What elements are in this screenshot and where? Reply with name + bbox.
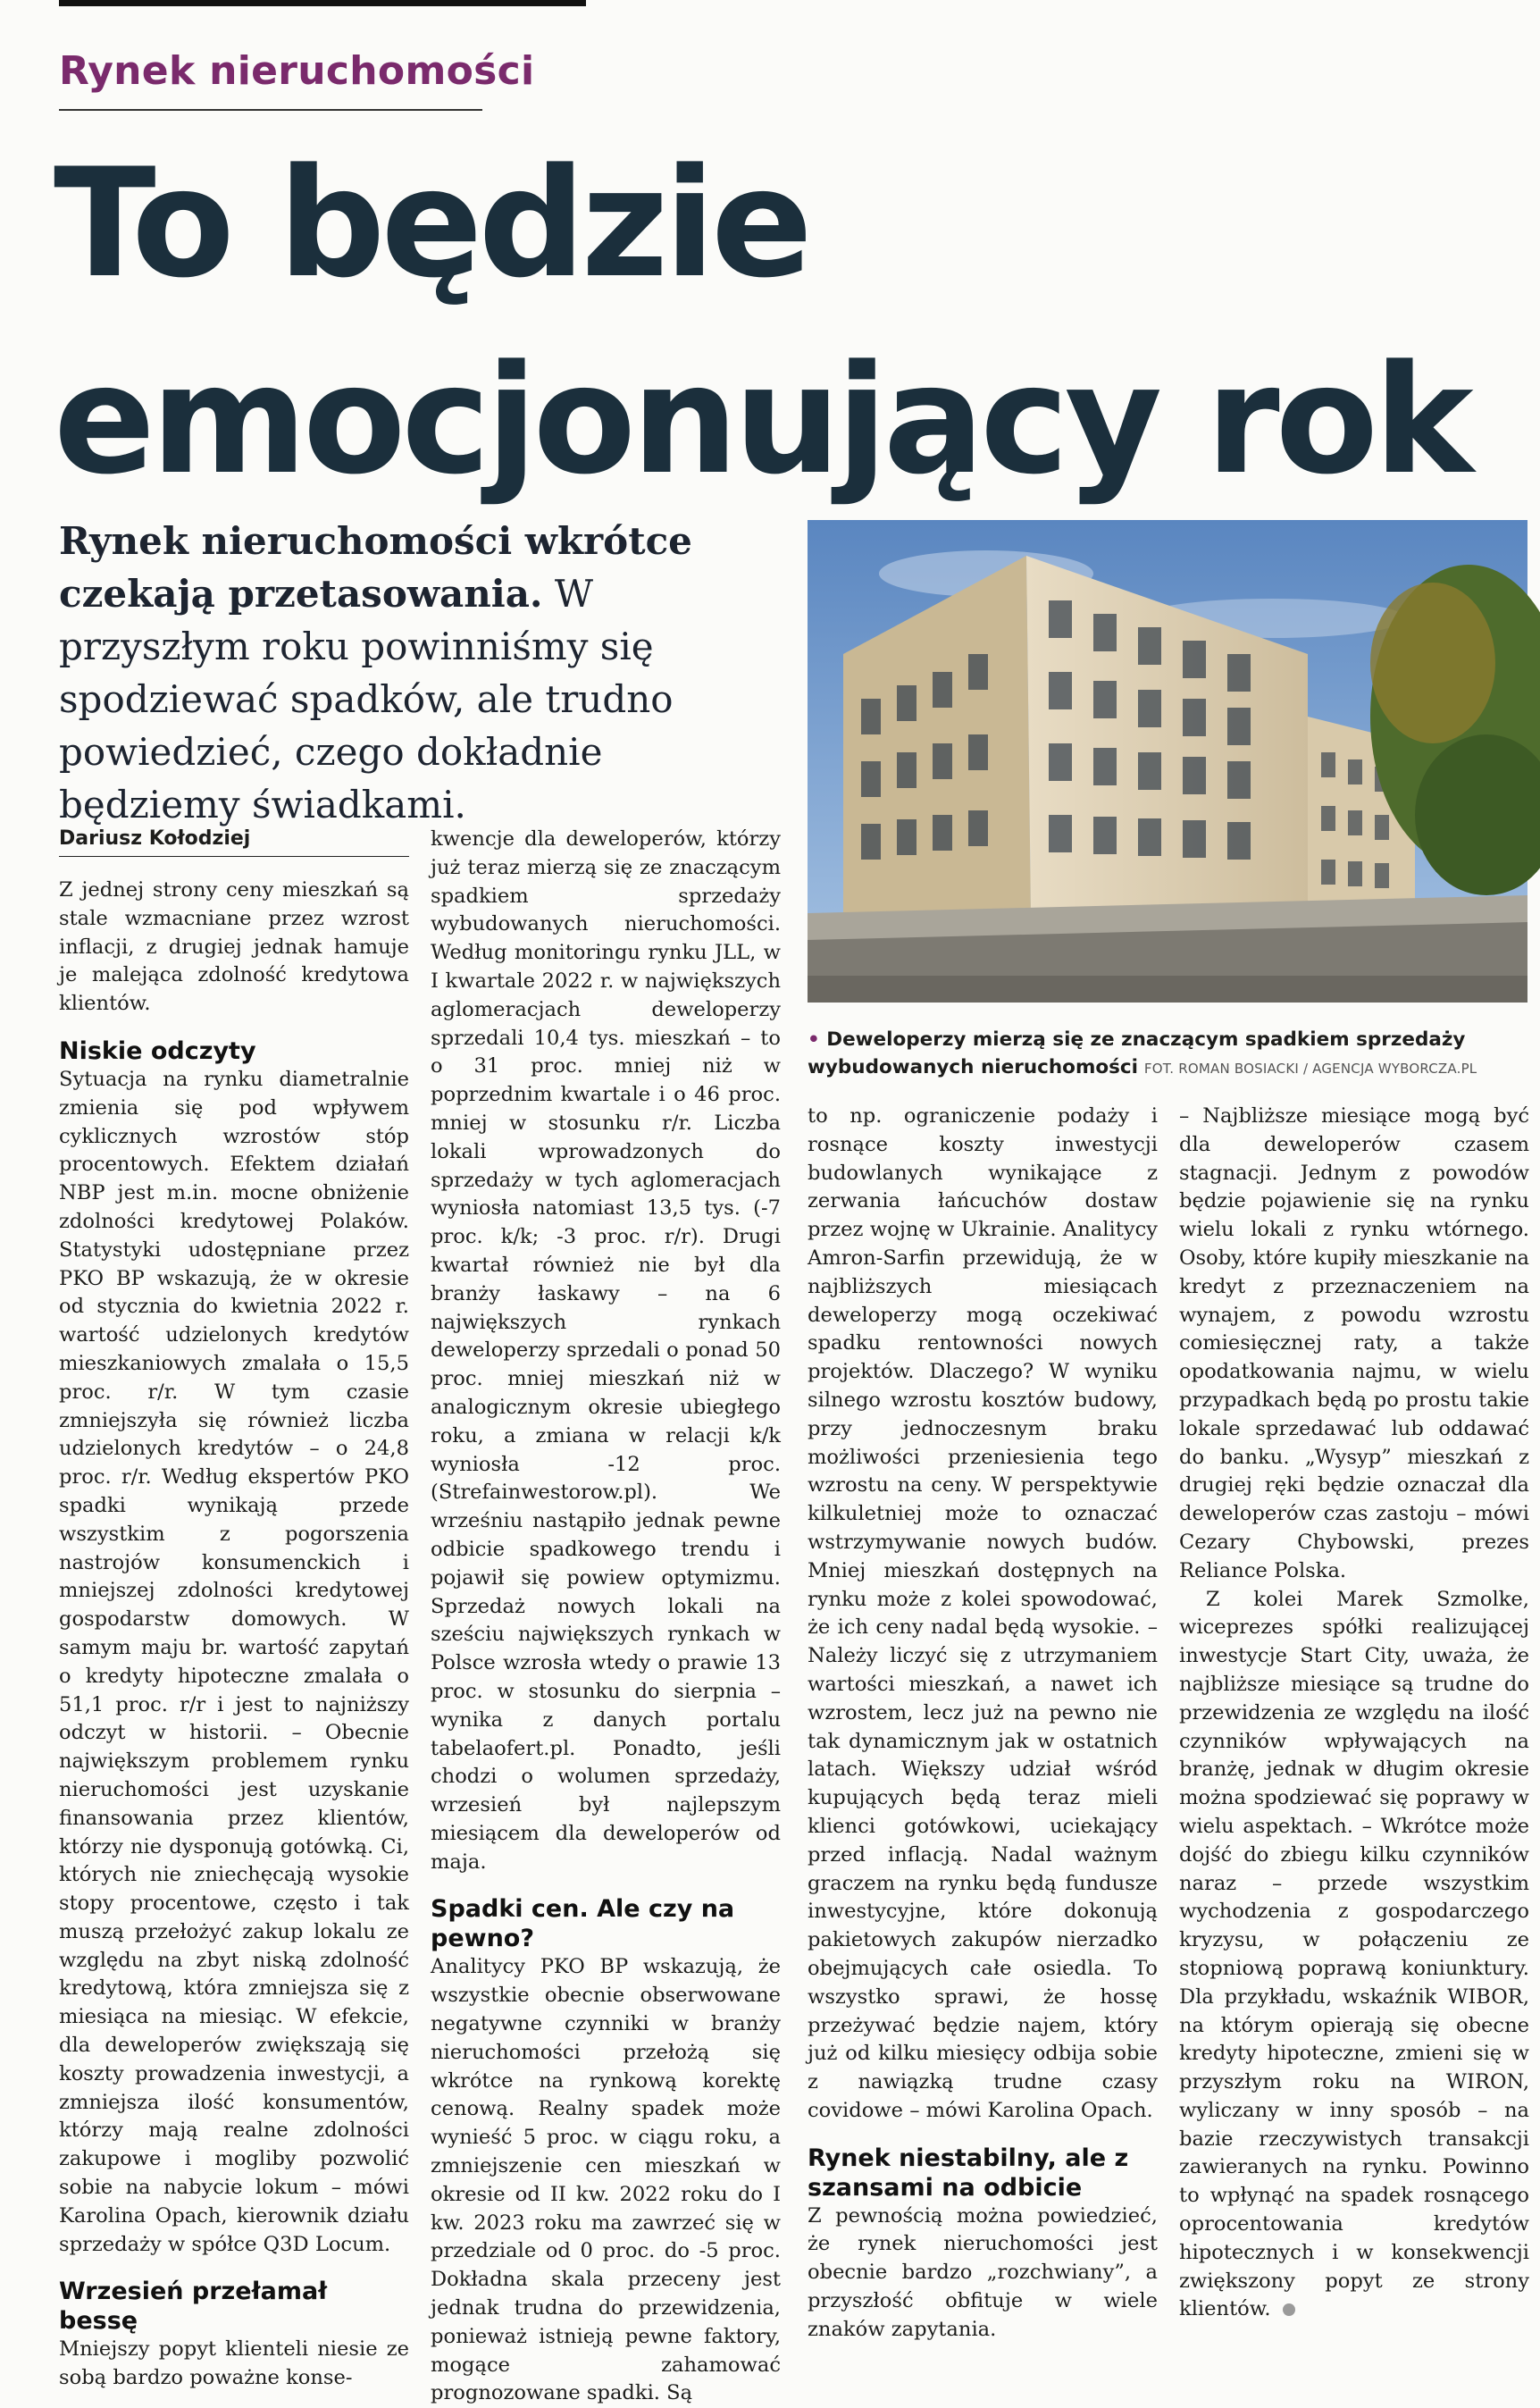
headline-line-1: To będzie <box>54 136 808 311</box>
caption-text: Deweloperzy mierzą się ze znaczącym spadkiem sprzedaży wybudowanych nieruchomości <box>808 1028 1466 1078</box>
photo-caption <box>808 1026 1527 1083</box>
section-4-text-part-2: – Najbliższe miesiące mogą być dla deweloperów czasem stagnacji. Jednym z powodów będzie pojawienie się na rynku wielu lokali z rynku wtórnego. Osoby, które kupiły mieszkanie na kredyt z przeznaczeniem na wynajem, z powodu wzrostu comiesięcznej raty, a także opodatkowania najmu, w wielu przypadkach będą po prostu takie lokale sprzedawać lub oddawać do banku. „Wysyp” mieszkań z drugiej ręki będzie oznaczał dla deweloperów czas zastoju – mówi Cezary Chybowski, prezes Reliance Polska. <box>1179 1104 1529 1582</box>
section-3-text-part-1: Analitycy PKO BP wskazują, że wszystkie obecnie obserwowane negatywne czynniki w branży nieruchomości przełożą się wkrótce na rynkową korektę cenową. Realny spadek może wynieść 5 proc. w ciągu roku, a zmniejszenie cen mieszkań w okresie od II kw. 2022 roku do I kw. 2023 roku ma zawrzeć się w przedziale od 0 proc. do -5 proc. Dokładna skala przeceny jest jednak trudna do przewidzenia, ponieważ istnieją pewne faktory, mogące zahamować prognozowane spadki. Są <box>431 1955 781 2405</box>
section-4-text-part-1: Z pewnością można powiedzieć, że rynek nieruchomości jest obecnie bardzo „rozchwiany”, a przyszłość obfituje w wiele znaków zapytania. <box>808 2203 1158 2341</box>
section-label: Rynek nieruchomości <box>59 48 535 94</box>
column-3 <box>808 1103 1158 2341</box>
photo-credit: FOT. ROMAN BOSIACKI / AGENCJA WYBORCZA.PL <box>1143 1061 1477 1077</box>
headline <box>54 125 1483 518</box>
section-2-text-part-1: Mniejszy popyt klienteli niesie ze sobą bardzo poważne konse- <box>59 2337 409 2390</box>
section-2-text-part-2: kwencje dla deweloperów, którzy już teraz mierzą się ze znaczącym spadkiem sprzedaży wybudowanych nieruchomości. Według monitoringu rynku JLL, w I kwartale 2022 r. w największych aglomeracjach deweloperzy sprzedali 10,4 tys. mieszkań – to o 31 proc. mniej niż w poprzednim kwartale i o 46 proc. mniej w stosunku r/r. Liczba lokali wprowadzonych do sprzedaży w tych aglomeracjach wyniosła natomiast 13,5 tys. (-7 proc. k/k; -3 proc. r/r). Drugi kwartał również nie był dla branży łaskawy – na 6 największych rynkach deweloperzy sprzedali o ponad 50 proc. mniej mieszkań niż w analogicznym okresie ubiegłego roku, a zmiana w relacji k/k wyniosła -12 proc. (Strefainwestorow.pl). We wrześniu nastąpiło jednak pewne odbicie spadkowego trendu i pojawił się powiew optymizmu. Sprzedaż nowych lokali na sześciu największych rynkach w Polsce wzrosła wtedy o prawie 13 proc. w stosunku do sierpnia – wynika z danych portalu tabelaofert.pl. Ponadto, jeśli chodzi o wolumen sprzedaży, wrzesień był najlepszym miesiącem dla deweloperów od maja. <box>431 827 781 1874</box>
author-byline: Dariusz Kołodziej <box>59 826 409 857</box>
top-rule <box>59 0 586 6</box>
headline-line-2: emocjonujący rok <box>54 332 1469 508</box>
building-photo-illustration <box>808 520 1527 1003</box>
caption-bullet-icon: • <box>808 1028 827 1051</box>
article-photo <box>808 520 1527 1003</box>
section-3-text-part-2: to np. ograniczenie podaży i rosnące koszty inwestycji budowlanych wynikające z zerwania łańcuchów dostaw przez wojnę w Ukrainie. Analitycy Amron-Sarfin przewidują, że w najbliższych miesiącach deweloperzy mogą oczekiwać spadku rentowności nowych projektów. Dlaczego? W wyniku silnego wzrostu kosztów budowy, przy jednoczesnym braku możliwości przeniesienia tego wzrostu na ceny. W perspektywie kilkuletniej może to oznaczać wstrzymywanie nowych budów. Mniej mieszkań dostępnych na rynku może z kolei spowodować, że ich ceny nadal będą wysokie. – Należy liczyć się z utrzymaniem wartości mieszkań, a nawet ich wzrostem, lecz już na pewno nie tak dynamicznym jak w ostatnich latach. Większy udział wśród kupujących będą teraz mieli klienci gotówkowi, uciekający przed inflacją. Nadal ważnym graczem na rynku będą fundusze inwestycyjne, które dokonują pakietowych zakupów nierzadko obejmujących całe osiedla. To wszystko sprawi, że hossę przeżywać będzie najem, który już od kilku miesięcy odbija sobie z nawiązką trudne czasy covidowe – mówi Karolina Opach. <box>808 1104 1158 2122</box>
lead-bold: Rynek nieruchomości wkrótce czekają przetasowania. <box>59 519 692 616</box>
column-2 <box>431 826 781 2405</box>
subheading-wrzesien: Wrzesień przełamał bessę <box>59 2278 328 2336</box>
subheading-niskie-odczyty: Niskie odczyty <box>59 1036 256 1065</box>
subheading-rynek-niestabilny: Rynek niestabilny, ale z szansami na odbicie <box>808 2144 1129 2202</box>
section-4-text-2: Z kolei Marek Szmolke, wiceprezes spółki realizującej inwestycje Start City, uważa, że najbliższe miesiące są trudne do przewidzenia ze względu na ilość czynników wpływających na branżę, jednak w długim okresie można spodziewać się poprawy w wielu aspektach. – Wkrótce może dojść do zbiegu kilku czynników naraz – przede wszystkim wychodzenia z gospodarczego kryzysu, w połączeniu ze stopniową poprawą koniunktury. Dla przykładu, wskaźnik WIBOR, na którym opierają się obecne kredyty hipoteczne, zmieni się w przyszłym roku na WIRON, wyliczany w inny sposób – na bazie rzeczywistych transakcji zawieranych na rynku. Powinno to wpłynąć na spadek rosnącego oprocentowania kredytów hipotecznych i w konsekwencji zwiększony popyt ze strony klientów. <box>1179 1587 1529 2321</box>
end-of-article-icon <box>1283 2303 1295 2316</box>
section-divider <box>59 109 482 111</box>
intro-paragraph: Z jednej strony ceny mieszkań są stale wzmacniane przez wzrost inflacji, z drugiej jednak hamuje je malejąca zdolność kredytowa klientów. <box>59 878 409 1016</box>
lead-paragraph <box>59 515 756 831</box>
section-1-text: Sytuacja na rynku diametralnie zmienia się pod wpływem cyklicznych wzrostów stóp procentowych. Efektem działań NBP jest m.in. mocne obniżenie zdolności kredytowej Polaków. Statystyki udostępniane przez PKO BP wskazują, że w okresie od stycznia do kwietnia 2022 r. wartość udzielonych kredytów mieszkaniowych zmalała o 15,5 proc. r/r. W tym czasie zmniejszyła się również liczba udzielonych kredytów – o 24,8 proc. r/r. Według ekspertów PKO spadki wynikają przede wszystkim z pogorszenia nastrojów konsumenckich i mniejszej zdolności kredytowej gospodarstw domowych. W samym maju br. wartość zapytań o kredyty hipoteczne zmalała o 51,1 proc. r/r i jest to najniższy odczyt w historii. – Obecnie największym problemem rynku nieruchomości jest uzyskanie finansowania przez klientów, którzy nie dysponują gotówką. Ci, których nie zniechęcają wysokie stopy procentowe, często i tak muszą przełożyć zakup lokalu ze względu na zbyt niską zdolność kredytową, która zmniejsza się z miesiąca na miesiąc. W efekcie, dla deweloperów zwiększają się koszty prowadzenia inwestycji, a zmniejsza ilość konsumentów, którzy mają realne zdolności zakupowe i mogliby pozwolić sobie na nabycie lokum – mówi Karolina Opach, kierownik działu sprzedaży w spółce Q3D Locum. <box>59 1067 409 2256</box>
column-4 <box>1179 1103 1529 2321</box>
lead-rest: W przyszłym roku powinniśmy się spodziewać spadków, ale trudno powiedzieć, czego dokładnie będziemy świadkami. <box>59 572 674 826</box>
column-1 <box>59 826 409 2390</box>
subheading-spadki-cen: Spadki cen. Ale czy na pewno? <box>431 1895 735 1953</box>
